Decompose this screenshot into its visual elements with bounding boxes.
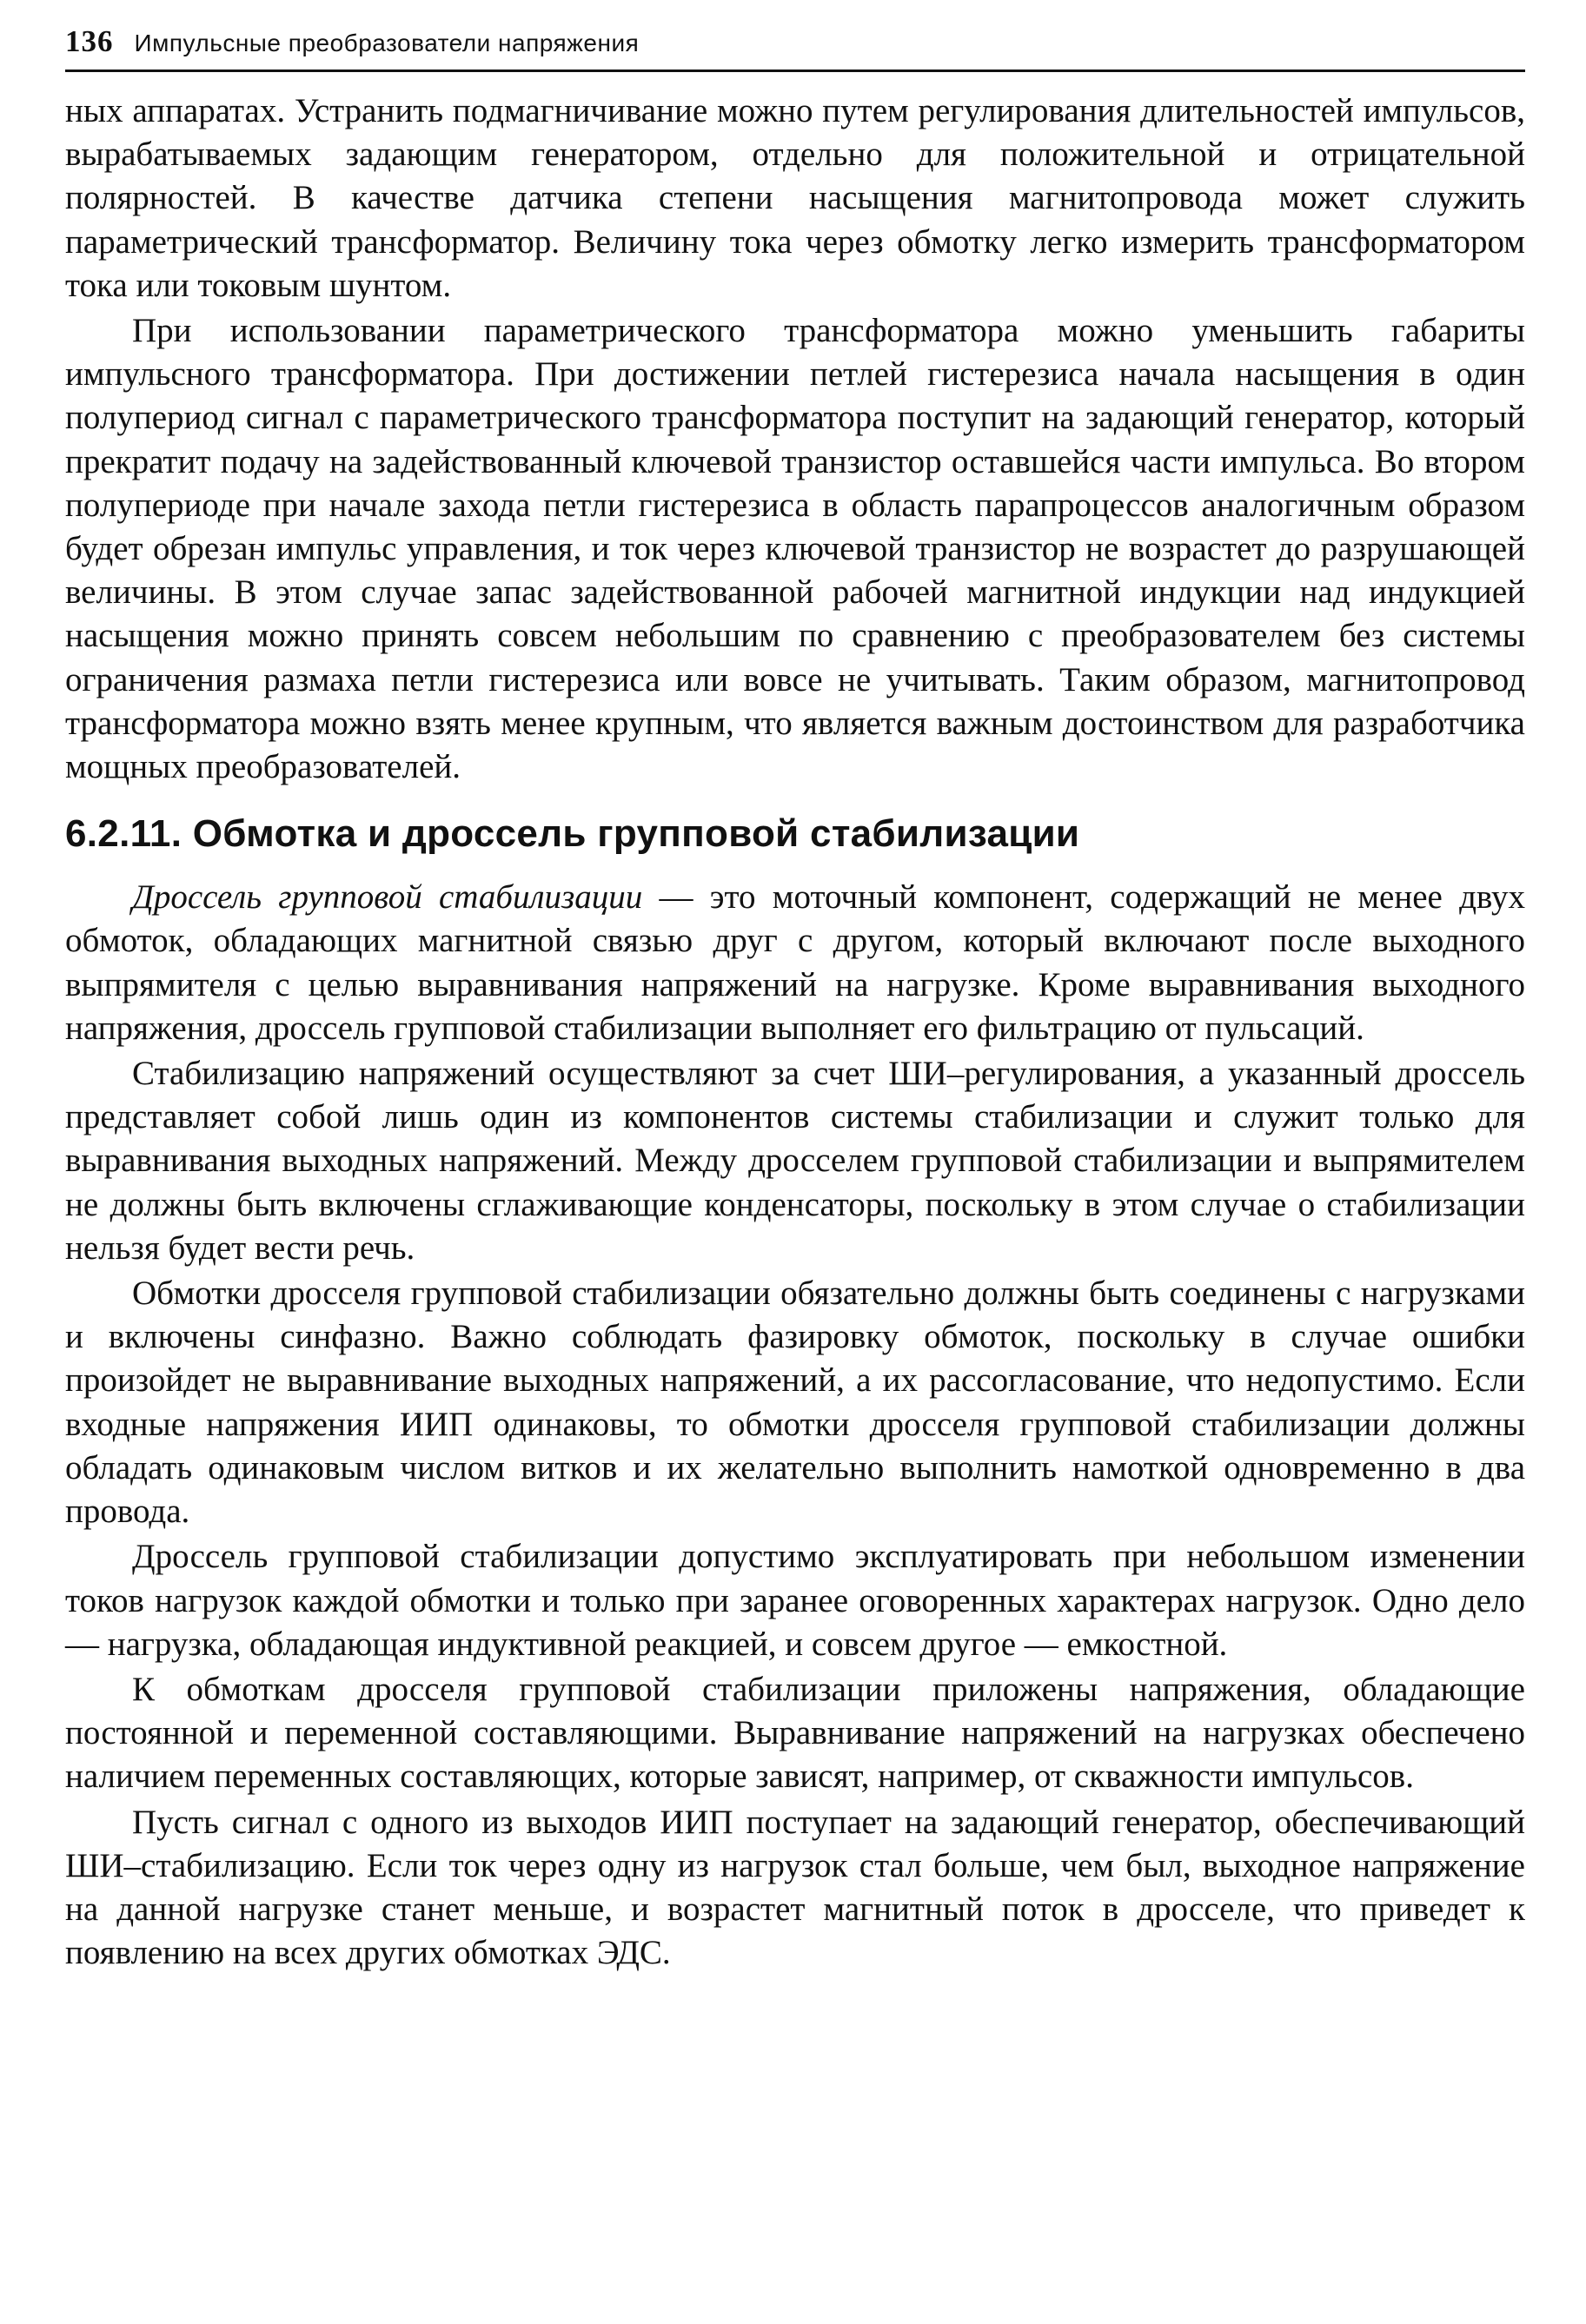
paragraph-operation: Дроссель групповой стабилизации допустимо эксплуатировать при небольшом изменении токов нагрузок каждой обмотки и только при заранее оговоренных характерах нагрузок. Одно дело — нагрузка, обладающая индуктивной реакцией, и совсем другое — емкостной. (65, 1538, 1525, 1663)
definition-term: Дроссель групповой стабилизации (132, 878, 643, 917)
book-page (65, 24, 1525, 1976)
paragraph-stabilization: Стабилизацию напряжений осуществляют за счет ШИ–регулирования, а указанный дроссель представляет собой лишь один из компонентов системы стабилизации и служит только для выравнивания выходных напряжений. Между дросселем групповой стабилизации и выпрямителем не должны быть включены сглаживающие конденсаторы, поскольку в этом случае о стабилизации нельзя будет вести речь. (65, 1055, 1525, 1267)
definition-text: — это моточный компонент, содержащий не менее двух обмоток, обладающих магнитной связью друг с другом, который включают после выходного выпрямителя с целью выравнивания напряжений на нагрузке. Кроме выравнивания выходного напряжения, дроссель групповой стабилизации выполняет его фильтрацию от пульсаций. (65, 878, 1525, 1047)
paragraph-windings: Обмотки дросселя групповой стабилизации обязательно должны быть соединены с нагрузками и включены синфазно. Важно соблюдать фазировку обмоток, поскольку в случае ошибки произойдет не выравнивание выходных напряжений, а их рассогласование, что недопустимо. Если входные напряжения ИИП одинаковы, то обмотки дросселя групповой стабилизации должны обладать одинаковым числом витков и их желательно выполнить намоткой одновременно в два провода. (65, 1275, 1525, 1531)
page-number: 136 (65, 24, 114, 58)
running-header (65, 24, 1525, 72)
paragraph-signal: Пусть сигнал с одного из выходов ИИП поступает на задающий генератор, обеспечивающий ШИ–стабилизацию. Если ток через одну из нагрузок стал больше, чем был, выходное напряжение на данной нагрузке станет меньше, и возрастет магнитный поток в дросселе, что приведет к появлению на всех других обмотках ЭДС. (65, 1803, 1525, 1972)
running-header-title: Импульсные преобразователи напряжения (134, 30, 640, 56)
paragraph-definition (65, 876, 1525, 1050)
section-heading: 6.2.11. Обмотка и дроссель групповой стабилизации (65, 812, 1080, 856)
paragraph-continuation: ных аппаратах. Устранить подмагничивание можно путем регулирования длительностей импульсов, вырабатываемых задающим генератором, отдельно для положительной и отрицательной полярностей. В качестве датчика степени насыщения магнитопровода может служить параметрический трансформатор. Величину тока через обмотку легко измерить трансформатором тока или токовым шунтом. (65, 92, 1525, 304)
body-text (65, 89, 1525, 1975)
paragraph-voltages: К обмоткам дросселя групповой стабилизации приложены напряжения, обладающие постоянной и переменной составляющими. Выравнивание напряжений на нагрузках обеспечено наличием переменных составляющих, которые зависят, например, от скважности импульсов. (65, 1670, 1525, 1796)
paragraph-parametric-transformer: При использовании параметрического трансформатора можно уменьшить габариты импульсного трансформатора. При достижении петлей гистерезиса начала насыщения в один полупериод сигнал с параметрического трансформатора поступит на задающий генератор, который прекратит подачу на задействованный ключевой транзистор оставшейся части импульса. Во втором полупериоде при начале захода петли гистерезиса в область парапроцессов аналогичным образом будет обрезан импульс управления, и ток через ключевой транзистор не возрастет до разрушающей величины. В этом случае запас задействованной рабочей магнитной индукции над индукцией насыщения можно принять совсем небольшим по сравнению с преобразователем без системы ограничения размаха петли гистерезиса или вовсе не учитывать. Таким образом, магнитопровод трансформатора можно взять менее крупным, что является важным достоинством для разработчика мощных преобразователей. (65, 312, 1525, 786)
